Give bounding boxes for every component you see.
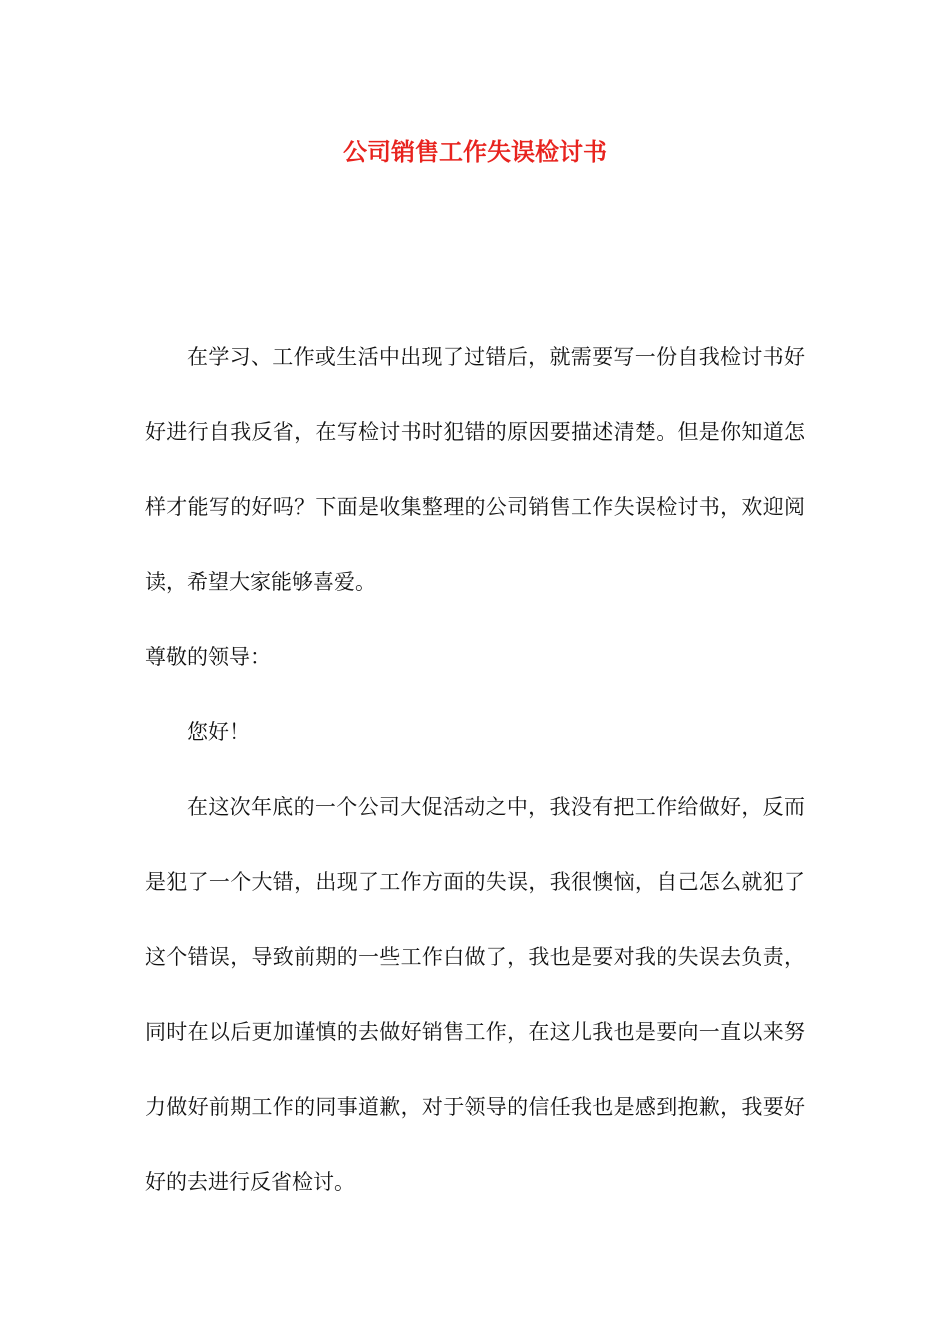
body-paragraph: 在这次年底的一个公司大促活动之中，我没有把工作给做好，反而是犯了一个大错，出现了工作方面的失误，我很懊恼，自己怎么就犯了这个错误，导致前期的一些工作白做了，我也是要对我的失误去负责，同时在以后更加谨慎的去做好销售工作，在这儿我也是要向一直以来努力做好前期工作的同事道歉，对于领导的信任我也是感到抱歉，我要好好的去进行反省检讨。 xyxy=(145,795,805,1194)
greeting: 您好！ xyxy=(187,720,250,744)
intro-paragraph: 在学习、工作或生活中出现了过错后，就需要写一份自我检讨书好好进行自我反省，在写检讨书时犯错的原因要描述清楚。但是你知道怎样才能写的好吗？下面是收集整理的公司销售工作失误检讨书，欢迎阅读，希望大家能够喜爱。 xyxy=(145,345,805,594)
document-body xyxy=(145,320,805,1220)
salutation: 尊敬的领导： xyxy=(145,645,271,669)
document-title: 公司销售工作失误检讨书 xyxy=(343,137,607,166)
